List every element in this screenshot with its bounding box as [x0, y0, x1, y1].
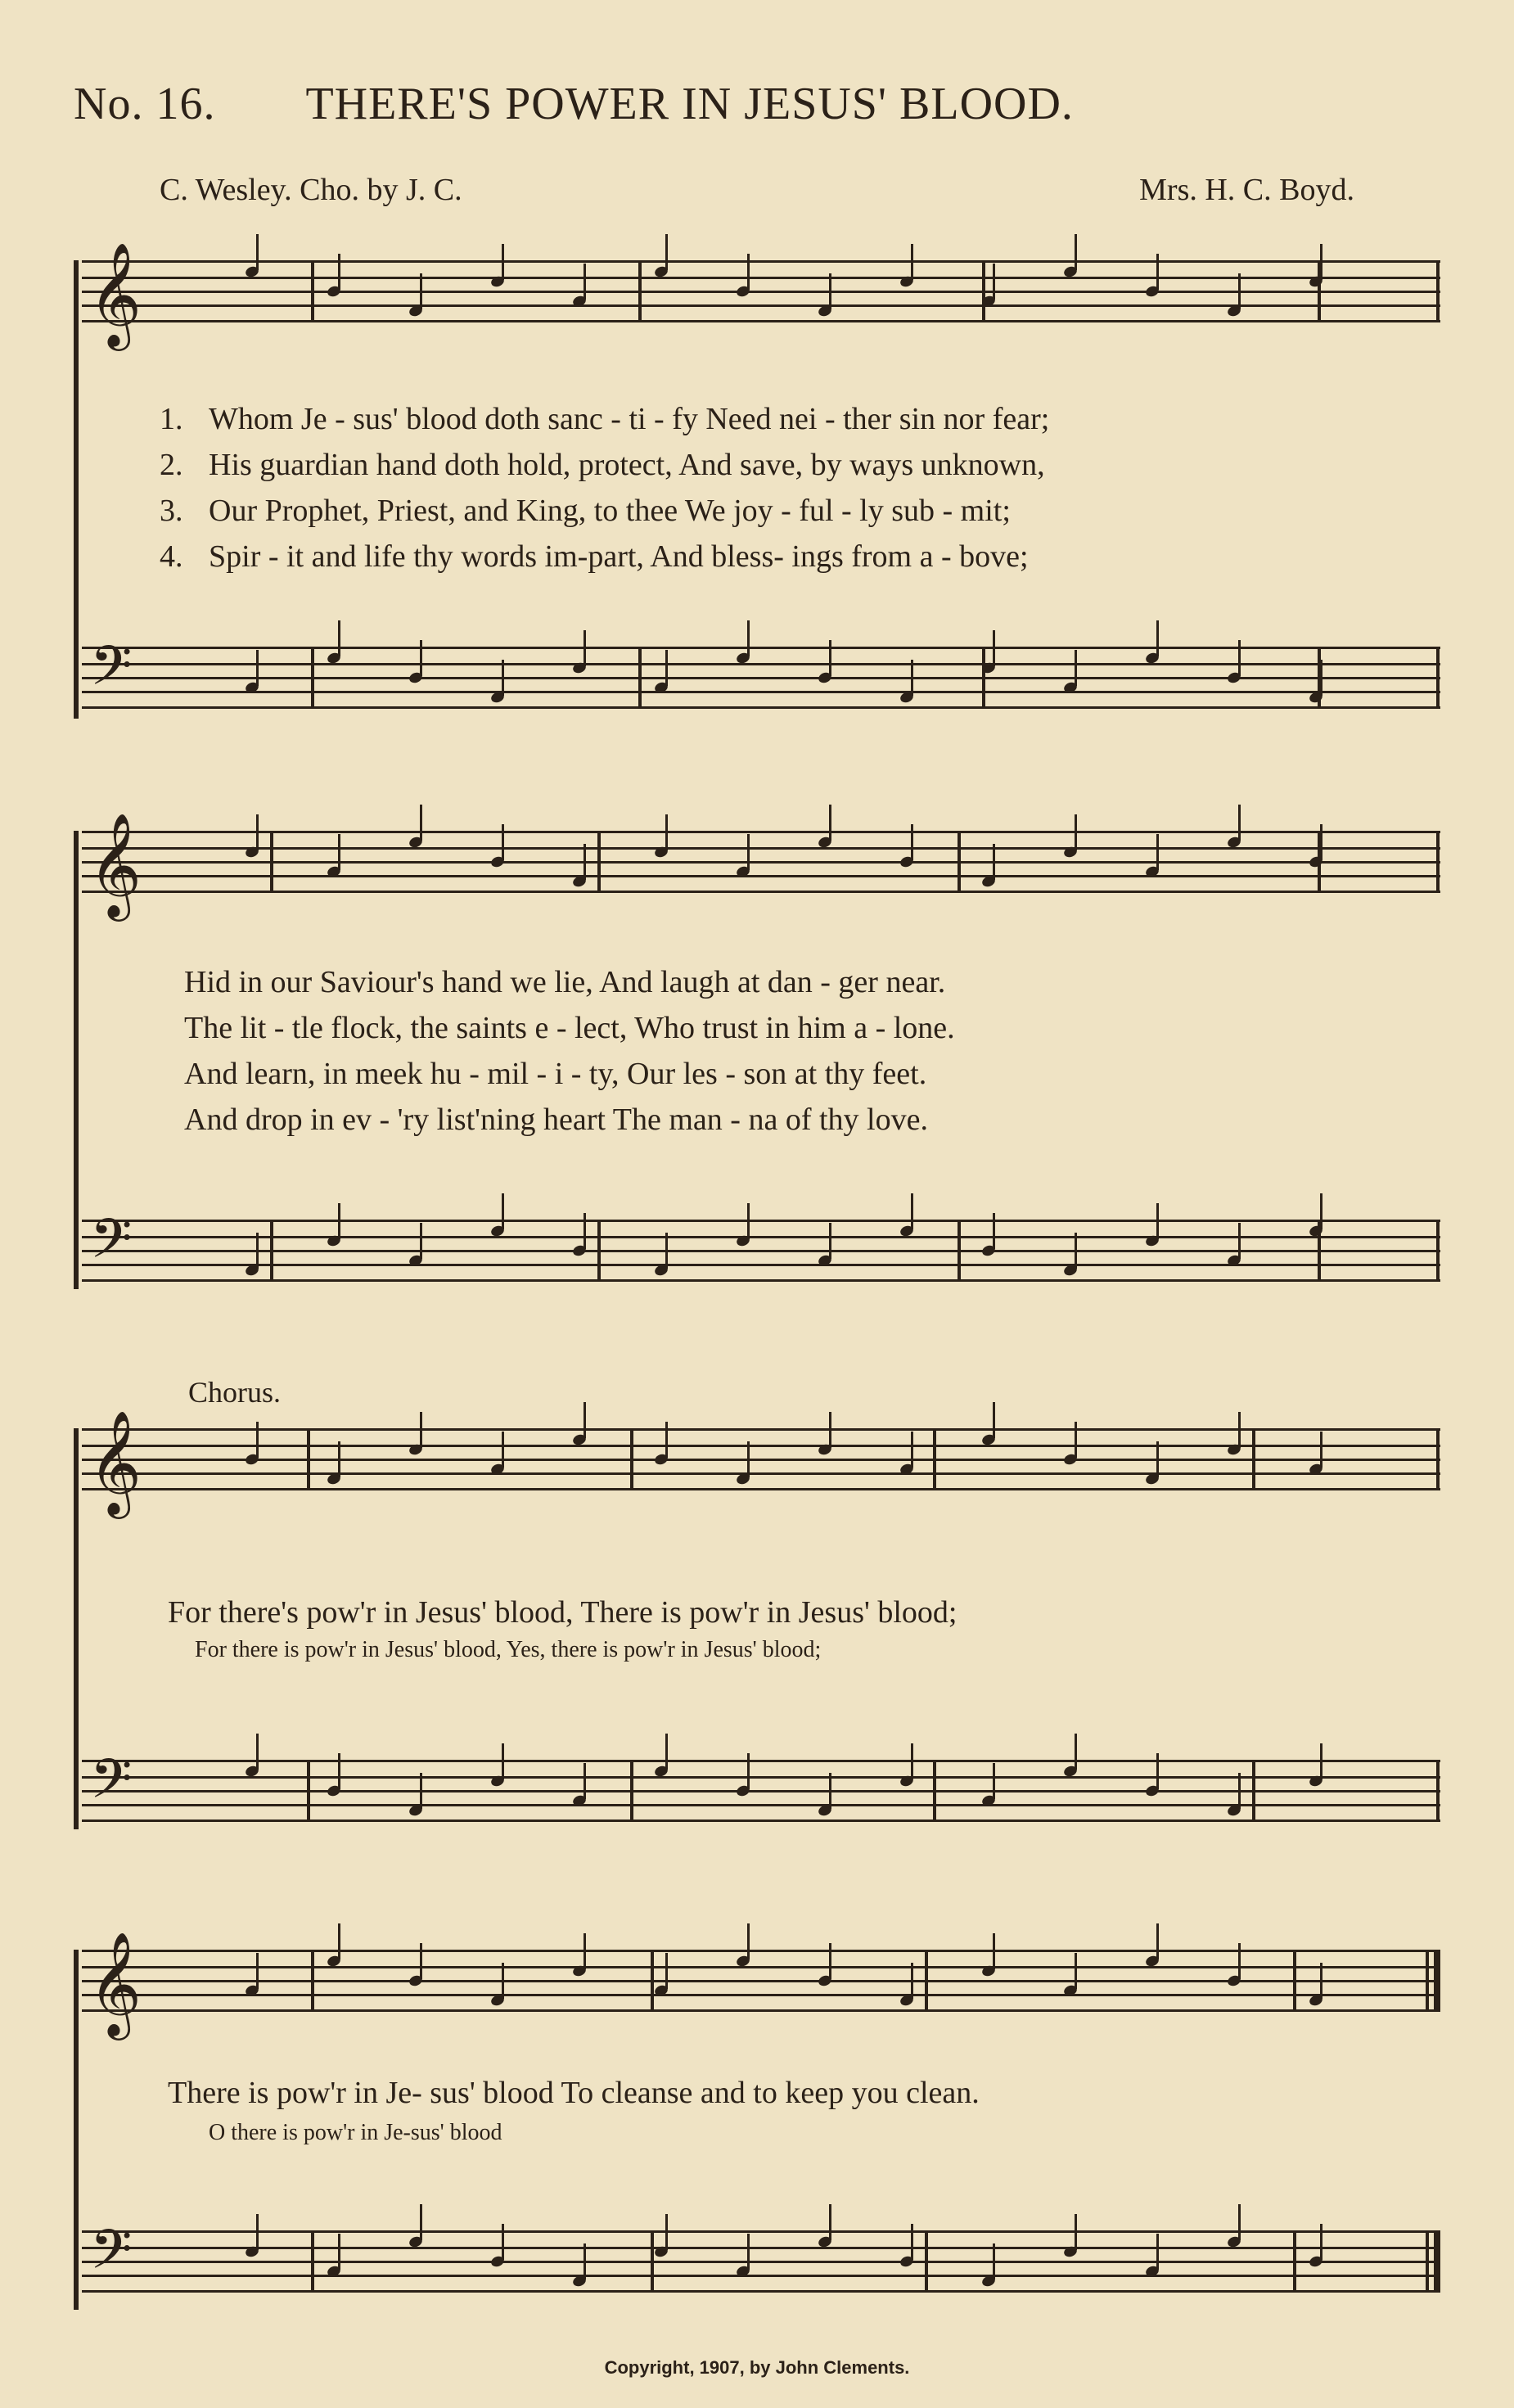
note-stem [911, 1432, 913, 1468]
chorus-bass-lyric-line-1: For there is pow'r in Jesus' blood, Yes, there is pow'r in Jesus' blood; [195, 1637, 822, 1662]
note-stem [911, 2224, 913, 2260]
hymn-title-line [74, 78, 1074, 130]
note-stem [338, 1441, 340, 1477]
note-stem [1156, 1923, 1159, 1959]
note-stem [420, 1943, 422, 1979]
note-stem [1075, 1734, 1077, 1770]
verse-2-line-1: 2. His guardian hand doth hold, protect, And save, by ways unknown, [160, 448, 1045, 482]
note-stem [829, 1412, 831, 1448]
treble-clef-icon: 𝄞 [88, 1409, 142, 1514]
note-stem [502, 660, 504, 696]
note-stem [502, 2224, 504, 2260]
note-stem [338, 1923, 340, 1959]
verse-3-line-1: 3. Our Prophet, Priest, and King, to thee We joy - ful - ly sub - mit; [160, 494, 1011, 528]
note-stem [747, 1923, 750, 1959]
note-stem [911, 1963, 913, 1999]
note-stem [829, 1943, 831, 1979]
note-stem [420, 273, 422, 309]
note-stem [747, 2234, 750, 2270]
note-stem [420, 2204, 422, 2240]
note-stem [911, 1743, 913, 1779]
note-stem [1156, 1441, 1159, 1477]
note-stem [1075, 650, 1077, 686]
chorus-lyric-line-1: For there's pow'r in Jesus' blood, There is pow'r in Jesus' blood; [168, 1595, 958, 1630]
note-stem [747, 1753, 750, 1789]
note-stem [747, 1441, 750, 1477]
note-stem [747, 834, 750, 870]
treble-clef-icon: 𝄞 [88, 241, 142, 346]
treble-clef-icon: 𝄞 [88, 812, 142, 917]
verse-1-line-2: Hid in our Saviour's hand we lie, And laugh at dan - ger near. [184, 965, 946, 999]
note-stem [911, 1193, 913, 1229]
note-stem [584, 264, 586, 300]
hymn-title: THERE'S POWER IN JESUS' BLOOD. [305, 79, 1074, 129]
note-stem [665, 1233, 668, 1269]
note-stem [993, 1933, 995, 1969]
note-stem [1156, 1203, 1159, 1239]
verse-1-line-1: 1. Whom Je - sus' blood doth sanc - ti - fy Need nei - ther sin nor fear; [160, 402, 1050, 436]
note-stem [256, 2214, 259, 2250]
note-stem [338, 834, 340, 870]
note-stem [502, 1432, 504, 1468]
note-stem [665, 1953, 668, 1989]
note-stem [338, 1753, 340, 1789]
note-stem [1320, 660, 1322, 696]
note-stem [256, 1734, 259, 1770]
system-brace [74, 260, 79, 719]
note-stem [1238, 2204, 1241, 2240]
bass-clef-icon: 𝄢 [90, 2218, 133, 2294]
note-stem [502, 1963, 504, 1999]
treble-staff-3 [82, 1428, 1440, 1490]
note-stem [584, 1213, 586, 1249]
note-stem [256, 814, 259, 850]
note-stem [338, 2234, 340, 2270]
note-stem [256, 234, 259, 270]
note-stem [665, 234, 668, 270]
verse-4-line-1: 4. Spir - it and life thy words im-part, And bless- ings from a - bove; [160, 539, 1029, 574]
note-stem [502, 244, 504, 280]
note-stem [1075, 814, 1077, 850]
note-stem [1320, 1743, 1322, 1779]
note-stem [256, 650, 259, 686]
note-stem [1075, 1233, 1077, 1269]
note-stem [256, 1422, 259, 1458]
note-stem [829, 2204, 831, 2240]
note-stem [993, 264, 995, 300]
note-stem [829, 640, 831, 676]
note-stem [1156, 620, 1159, 656]
note-stem [1238, 640, 1241, 676]
note-stem [502, 1743, 504, 1779]
note-stem [911, 824, 913, 860]
note-stem [665, 650, 668, 686]
note-stem [1320, 1432, 1322, 1468]
note-stem [1156, 834, 1159, 870]
note-stem [1238, 1412, 1241, 1448]
note-stem [584, 2243, 586, 2279]
note-stem [256, 1233, 259, 1269]
words-credit: C. Wesley. Cho. by J. C. [160, 173, 462, 207]
note-stem [1320, 1963, 1322, 1999]
verse-4-line-2: And drop in ev - 'ry list'ning heart The man - na of thy love. [184, 1103, 928, 1137]
note-stem [1320, 1193, 1322, 1229]
note-stem [1320, 2224, 1322, 2260]
verse-3-line-2: And learn, in meek hu - mil - i - ty, Our les - son at thy feet. [184, 1057, 927, 1091]
note-stem [502, 1193, 504, 1229]
note-stem [338, 620, 340, 656]
note-stem [1320, 244, 1322, 280]
bass-clef-icon: 𝄢 [90, 1747, 133, 1824]
verse-2-line-2: The lit - tle flock, the saints e - lect, Who trust in him a - lone. [184, 1011, 955, 1045]
note-stem [1156, 2234, 1159, 2270]
note-stem [1075, 1953, 1077, 1989]
note-stem [747, 1203, 750, 1239]
note-stem [1238, 1773, 1241, 1809]
note-stem [829, 273, 831, 309]
note-stem [1238, 1943, 1241, 1979]
note-stem [747, 254, 750, 290]
note-stem [911, 244, 913, 280]
note-stem [1320, 824, 1322, 860]
hymn-number: No. 16. [74, 79, 216, 129]
note-stem [420, 805, 422, 841]
note-stem [747, 620, 750, 656]
note-stem [911, 660, 913, 696]
note-stem [829, 805, 831, 841]
note-stem [993, 630, 995, 666]
bass-clef-icon: 𝄢 [90, 634, 133, 710]
note-stem [993, 1402, 995, 1438]
note-stem [420, 640, 422, 676]
note-stem [1156, 254, 1159, 290]
note-stem [665, 1422, 668, 1458]
note-stem [1075, 2214, 1077, 2250]
note-stem [338, 254, 340, 290]
note-stem [1238, 1223, 1241, 1259]
chorus-label: Chorus. [188, 1376, 282, 1409]
note-stem [420, 1412, 422, 1448]
note-stem [1075, 1422, 1077, 1458]
note-stem [829, 1773, 831, 1809]
chorus-bass-lyric-line-2: O there is pow'r in Je-sus' blood [209, 2120, 502, 2145]
note-stem [584, 1763, 586, 1799]
note-stem [256, 1953, 259, 1989]
note-stem [993, 1763, 995, 1799]
bass-clef-icon: 𝄢 [90, 1207, 133, 1283]
note-stem [420, 1773, 422, 1809]
note-stem [993, 2243, 995, 2279]
note-stem [1156, 1753, 1159, 1789]
note-stem [993, 1213, 995, 1249]
note-stem [584, 1402, 586, 1438]
note-stem [584, 630, 586, 666]
note-stem [1075, 234, 1077, 270]
note-stem [584, 844, 586, 880]
note-stem [584, 1933, 586, 1969]
note-stem [993, 844, 995, 880]
note-stem [665, 814, 668, 850]
copyright-notice: Copyright, 1907, by John Clements. [604, 2357, 910, 2378]
note-stem [665, 1734, 668, 1770]
note-stem [338, 1203, 340, 1239]
note-stem [665, 2214, 668, 2250]
note-stem [1238, 273, 1241, 309]
bass-staff-2 [82, 1220, 1440, 1282]
note-stem [502, 824, 504, 860]
treble-clef-icon: 𝄞 [88, 1931, 142, 2036]
chorus-lyric-line-2: There is pow'r in Je- sus' blood To cleanse and to keep you clean. [168, 2076, 980, 2110]
music-credit: Mrs. H. C. Boyd. [1139, 173, 1354, 207]
note-stem [829, 1223, 831, 1259]
note-stem [1238, 805, 1241, 841]
note-stem [420, 1223, 422, 1259]
